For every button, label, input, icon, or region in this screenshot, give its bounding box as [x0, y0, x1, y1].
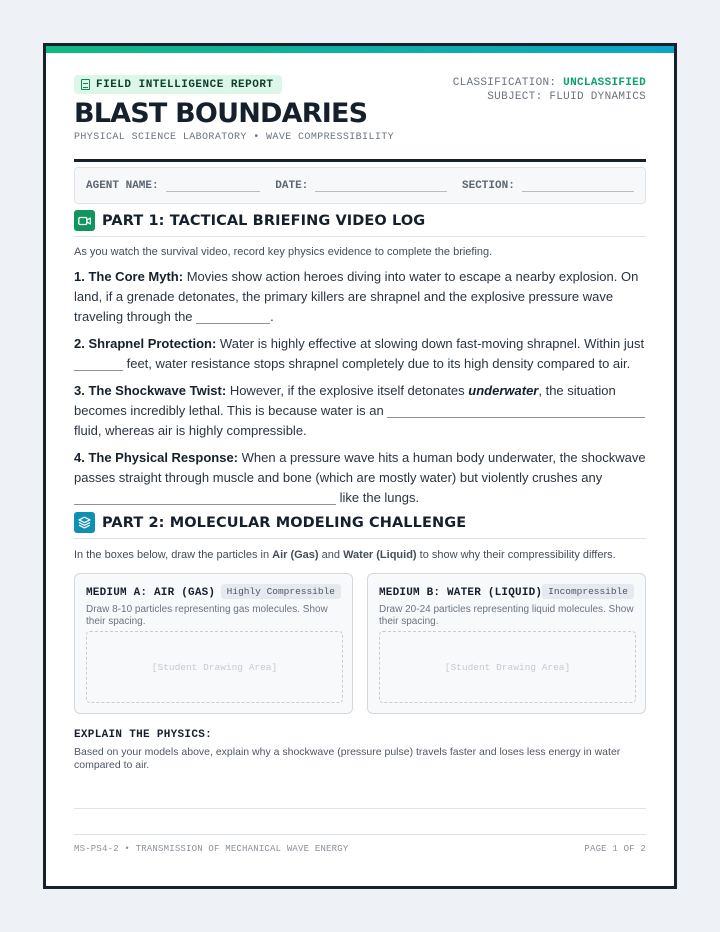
q2-text-a: Water is highly effective at slowing down fast-moving shrapnel. Within just [216, 336, 645, 351]
badge-label: FIELD INTELLIGENCE REPORT [96, 78, 274, 91]
answer-line[interactable] [74, 808, 646, 809]
worksheet-page [43, 43, 677, 889]
agent-info-box [74, 167, 646, 204]
header-divider [74, 159, 646, 162]
part1-heading: PART 1: TACTICAL BRIEFING VIDEO LOG [102, 212, 426, 229]
q2-text-b: feet, water resistance stops shrapnel completely due to its high density compared to air. [123, 356, 631, 371]
report-header [74, 75, 646, 143]
classification-block [453, 76, 646, 104]
q4-text-a: When a pressure wave hits a human body underwater, the shockwave passes straight through muscle and bone (which are mostly water) but violently crushes any [74, 450, 646, 485]
q2-answer-blank[interactable] [74, 357, 123, 371]
q3-text-b: , the situation becomes incredibly lethal. This is because water is an [74, 383, 616, 418]
question-2 [74, 334, 646, 374]
q3-text-c: fluid, whereas air is highly compressible. [74, 423, 307, 438]
classification-value: UNCLASSIFIED [563, 77, 646, 89]
q4-text-b: like the lungs. [336, 490, 420, 505]
report-type-badge [74, 75, 282, 94]
medium-b-tag: Incompressible [542, 584, 634, 599]
medium-a-instructions: Draw 8-10 particles representing gas molecules. Show their spacing. [86, 604, 328, 627]
q4-answer-blank[interactable] [74, 491, 336, 505]
explain-text: Based on your models above, explain why a shockwave (pressure pulse) travels faster and loses less energy in water compared to air. [74, 746, 621, 771]
q1-text-a: Movies show action heroes diving into water to escape a nearby explosion. On land, if a grenade detonates, the primary killers are shrapnel and the explosive pressure wave traveling through the [74, 269, 639, 324]
agent-name-field[interactable] [166, 179, 261, 192]
layers-icon [74, 512, 95, 533]
part2-intro [74, 549, 646, 561]
document-icon [81, 79, 90, 90]
explain-heading: EXPLAIN THE PHYSICS: [74, 729, 213, 741]
section-label: SECTION: [462, 179, 515, 192]
part1-intro: As you watch the survival video, record key physics evidence to complete the briefing. [74, 246, 493, 258]
question-4 [74, 448, 646, 508]
subject-line: SUBJECT: FLUID DYNAMICS [487, 91, 646, 103]
medium-a-tag: Highly Compressible [221, 584, 341, 599]
video-icon [74, 210, 95, 231]
part2-intro-a: In the boxes below, draw the particles in [74, 549, 273, 561]
q3-text-a: However, if the explosive itself detonates [226, 383, 469, 398]
classification-label: CLASSIFICATION: [452, 77, 564, 89]
part2-heading: PART 2: MOLECULAR MODELING CHALLENGE [102, 514, 467, 531]
medium-b-title: MEDIUM B: WATER (LIQUID) [379, 587, 543, 599]
medium-boxes [74, 573, 646, 714]
agent-name-label: AGENT NAME: [86, 179, 159, 192]
part2-heading-row [74, 512, 646, 539]
part2-intro-and: and [318, 549, 344, 561]
page-footer [74, 834, 646, 854]
date-label: DATE: [275, 179, 309, 192]
part2-intro-air: Air (Gas) [272, 549, 319, 561]
medium-a-card [74, 573, 353, 714]
date-field[interactable] [315, 179, 447, 192]
question-1 [74, 267, 646, 327]
medium-b-drawing-area[interactable] [379, 631, 636, 703]
page-title: BLAST BOUNDARIES [74, 98, 368, 129]
part2-intro-water: Water (Liquid) [343, 549, 417, 561]
medium-b-placeholder: [Student Drawing Area] [444, 661, 571, 673]
medium-a-drawing-area[interactable] [86, 631, 343, 703]
medium-a-title: MEDIUM A: AIR (GAS) [86, 587, 216, 599]
q3-answer-blank[interactable] [387, 404, 645, 418]
q1-text-b: . [270, 309, 274, 324]
q1-lead: 1. The Core Myth: [74, 269, 184, 284]
medium-a-placeholder: [Student Drawing Area] [151, 661, 278, 673]
q3-emphasis: underwater [468, 383, 539, 398]
q1-answer-blank[interactable] [196, 310, 270, 324]
section-field[interactable] [522, 179, 634, 192]
q3-lead: 3. The Shockwave Twist: [74, 383, 227, 398]
footer-page-number: PAGE 1 OF 2 [584, 844, 646, 854]
medium-b-card [367, 573, 646, 714]
question-3 [74, 381, 646, 441]
q4-lead: 4. The Physical Response: [74, 450, 239, 465]
footer-standard: MS-PS4-2 • TRANSMISSION OF MECHANICAL WAVE ENERGY [74, 844, 349, 854]
part2-intro-end: to show why their compressibility differs. [416, 549, 616, 561]
medium-b-instructions: Draw 20-24 particles representing liquid molecules. Show their spacing. [379, 604, 634, 627]
part1-heading-row [74, 210, 646, 237]
q2-lead: 2. Shrapnel Protection: [74, 336, 217, 351]
page-subtitle: PHYSICAL SCIENCE LABORATORY • WAVE COMPRESSIBILITY [74, 132, 395, 143]
page-content [74, 75, 646, 772]
top-accent-bar [46, 46, 674, 53]
